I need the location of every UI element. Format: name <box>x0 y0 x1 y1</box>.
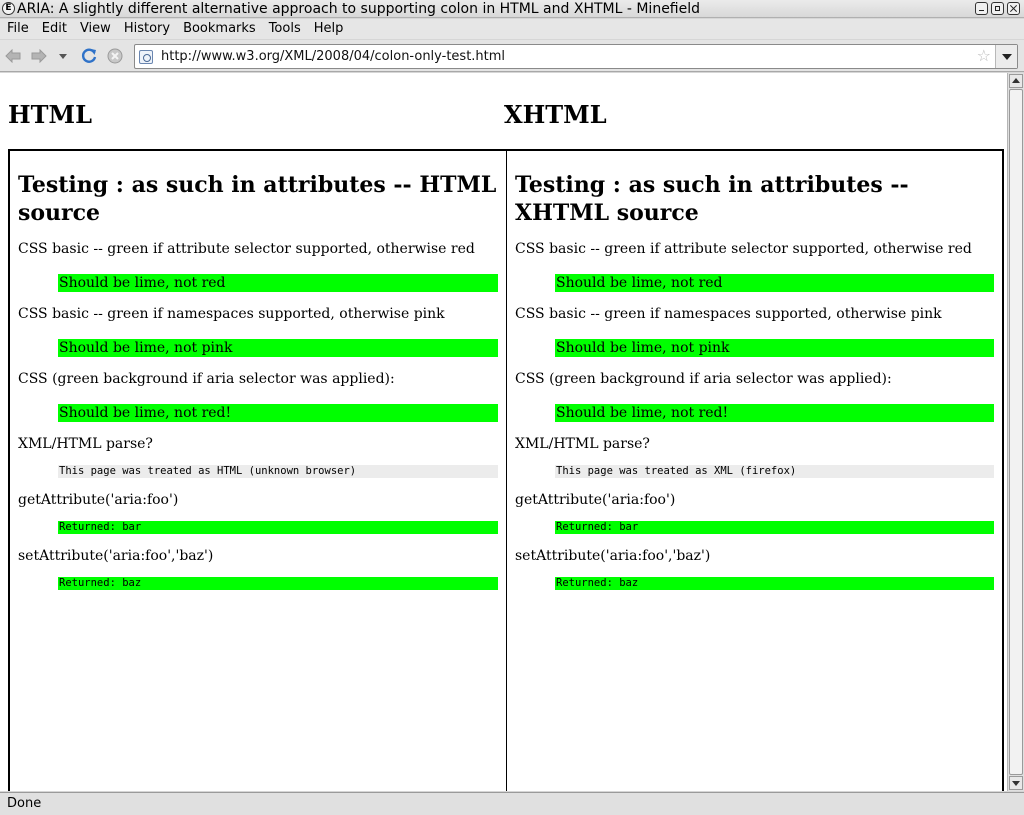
getattribute-result: Returned: bar <box>555 521 994 534</box>
reload-icon[interactable] <box>80 47 98 65</box>
menu-file[interactable]: File <box>7 21 29 36</box>
url-dropdown-button[interactable] <box>995 45 1017 68</box>
test-label: CSS (green background if aria selector was applied): <box>515 371 892 387</box>
test-label: CSS (green background if aria selector was applied): <box>18 371 395 387</box>
close-button[interactable] <box>1007 2 1020 15</box>
test-result-bar: Should be lime, not pink <box>58 339 498 357</box>
maximize-button[interactable] <box>991 2 1004 15</box>
test-label: getAttribute('aria:foo') <box>18 492 179 508</box>
test-result-bar: Should be lime, not red! <box>555 404 994 422</box>
window-titlebar[interactable] <box>0 0 1024 18</box>
scrollbar-thumb[interactable] <box>1009 89 1023 775</box>
menu-history[interactable]: History <box>123 21 171 36</box>
test-label: CSS basic -- green if namespaces supported, otherwise pink <box>515 306 942 322</box>
window-title: ARIA: A slightly different alternative approach to supporting colon in HTML and XHTML - Minefield <box>17 1 701 17</box>
test-label: XML/HTML parse? <box>18 436 153 452</box>
test-label: CSS basic -- green if attribute selector supported, otherwise red <box>18 241 475 257</box>
firefox-app-icon[interactable]: E <box>2 2 15 15</box>
page-content <box>0 73 1007 791</box>
html-test-panel <box>8 149 507 791</box>
status-text: Done <box>7 796 42 811</box>
scroll-up-button[interactable] <box>1009 74 1023 88</box>
menu-tools[interactable]: Tools <box>268 21 301 36</box>
vertical-scrollbar[interactable] <box>1007 73 1024 791</box>
panel-title: Testing : as such in attributes -- XHTML source <box>515 172 909 226</box>
test-label: setAttribute('aria:foo','baz') <box>18 548 214 564</box>
setattribute-result: Returned: baz <box>58 577 498 590</box>
stop-icon[interactable] <box>106 47 124 65</box>
status-bar <box>0 792 1024 815</box>
back-arrow-icon[interactable] <box>4 47 22 65</box>
url-input[interactable]: http://www.w3.org/XML/2008/04/colon-only-test.html <box>161 49 506 64</box>
test-result-bar: Should be lime, not red <box>555 274 994 292</box>
parse-result: This page was treated as XML (firefox) <box>555 465 994 478</box>
xhtml-test-panel <box>506 149 1004 791</box>
page-icon <box>139 50 153 64</box>
test-label: setAttribute('aria:foo','baz') <box>515 548 711 564</box>
menu-edit[interactable]: Edit <box>41 21 67 36</box>
test-label: getAttribute('aria:foo') <box>515 492 676 508</box>
forward-arrow-icon[interactable] <box>30 47 48 65</box>
window-controls <box>975 2 1020 15</box>
xhtml-column-heading: XHTML <box>504 100 607 129</box>
menu-help[interactable]: Help <box>313 21 344 36</box>
menu-bookmarks[interactable]: Bookmarks <box>183 21 256 36</box>
scroll-down-button[interactable] <box>1009 776 1023 790</box>
history-dropdown-icon[interactable] <box>54 47 72 65</box>
test-result-bar: Should be lime, not red <box>58 274 498 292</box>
menu-view[interactable]: View <box>79 21 111 36</box>
panel-title: Testing : as such in attributes -- HTML source <box>18 172 497 226</box>
test-label: XML/HTML parse? <box>515 436 650 452</box>
test-label: CSS basic -- green if namespaces supported, otherwise pink <box>18 306 445 322</box>
test-result-bar: Should be lime, not red! <box>58 404 498 422</box>
setattribute-result: Returned: baz <box>555 577 994 590</box>
minimize-button[interactable] <box>975 2 988 15</box>
address-bar[interactable] <box>134 44 1018 69</box>
html-column-heading: HTML <box>8 100 92 129</box>
test-label: CSS basic -- green if attribute selector supported, otherwise red <box>515 241 972 257</box>
test-result-bar: Should be lime, not pink <box>555 339 994 357</box>
navigation-toolbar <box>0 40 1024 72</box>
getattribute-result: Returned: bar <box>58 521 498 534</box>
bookmark-star-icon[interactable]: ☆ <box>976 46 991 65</box>
parse-result: This page was treated as HTML (unknown browser) <box>58 465 498 478</box>
menu-bar <box>0 19 1024 39</box>
